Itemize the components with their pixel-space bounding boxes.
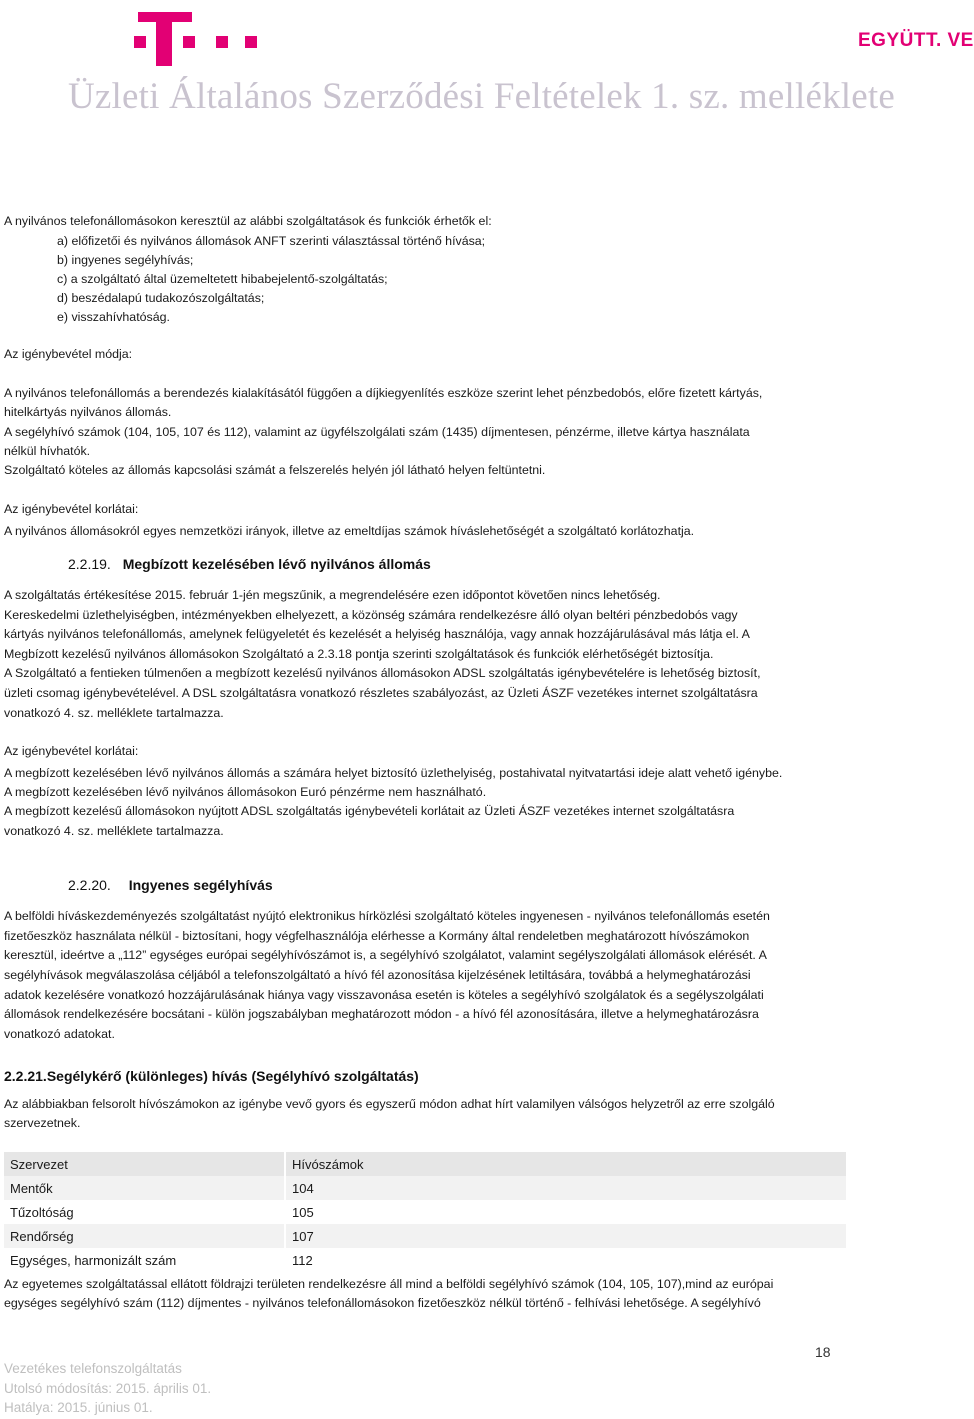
list-item: e) visszahívhatóság. [57, 310, 170, 324]
table-cell: 112 [292, 1252, 313, 1268]
paragraph-line: A belföldi híváskezdeményezés szolgáltatást nyújtó elektronikus hírközlési szolgáltató köteles ingyenesen - nyilvános telefonállomás esetén [4, 909, 770, 923]
logo-dot-3 [216, 36, 228, 48]
paragraph-line: Az egyetemes szolgáltatással ellátott földrajzi területen rendelkezésre áll mind a belföldi segélyhívó számok (104, 105, 107),mind az európai [4, 1277, 774, 1291]
paragraph-line: nélkül hívhatók. [4, 444, 91, 458]
paragraph-line: állomások rendelkezésére bocsátani - külön jogszabályban meghatározott módon - a hívó fél azonosítására, illetve a helymeghatározásra [4, 1007, 759, 1021]
paragraph-line: Az alábbiakban felsorolt hívószámokon az igénybe vevő gyors és egyszerű módon adhat hírt valamilyen válsógos helyzetről az erre szolgáló [4, 1097, 775, 1111]
paragraph-line: szervezetnek. [4, 1116, 81, 1130]
paragraph-line: A nyilvános állomásokról egyes nemzetközi irányok, illetve az emeltdíjas számok híváslehetőségét a szolgáltató korlátozhatja. [4, 524, 695, 538]
page-number: 18 [815, 1344, 831, 1360]
paragraph-line: keresztül, ideértve a „112” egységes európai segélyhívószámot is, a segélyhívó szolgálatot, valamint segélyszolgálati állomások elérését. A [4, 948, 767, 962]
logo-dot-2 [183, 36, 195, 48]
column-header-organization: Szervezet [4, 1152, 285, 1176]
paragraph-line: vonatkozó 4. sz. melléklete tartalmazza. [4, 824, 224, 838]
intro-text: A nyilvános telefonállomásokon keresztül az alábbi szolgáltatások és funkciók érhetők el: [4, 214, 492, 228]
list-item: a) előfizetői és nyilvános állomások ANFT szerinti választással történő hívása; [57, 234, 486, 248]
column-header-numbers: Hívószámok [285, 1152, 846, 1176]
emergency-numbers-table [4, 1152, 846, 1272]
paragraph-line: fizetőeszköz használata nélkül - biztosítani, hogy végfelhasználója elérhesse a Kormány által rendeletben meghatározott hívószámokon [4, 929, 750, 943]
paragraph-line: vonatkozó 4. sz. melléklete tartalmazza. [4, 706, 224, 720]
section-number: 2.2.20. [68, 877, 111, 893]
paragraph-line: Kereskedelmi üzlethelyiségben, intézményekben elhelyezett, a közönség számára rendelkezésre álló olyan beltéri pénzbedobós vagy [4, 608, 738, 622]
section-title: 2.2.21.Segélykérő (különleges) hívás (Segélyhívó szolgáltatás) [4, 1068, 419, 1084]
paragraph-line: Megbízott kezelésű nyilvános állomásokon Szolgáltató a 2.3.18 pontja szerinti szolgáltatások és funkciók elérhetőségét biztosítja. [4, 647, 714, 661]
table-cell: 104 [285, 1176, 846, 1200]
section-heading-2-2-21 [4, 1068, 419, 1084]
table-row [4, 1200, 846, 1224]
paragraph-line: segélyhívások megválaszolása céljából a telefonszolgáltató a hívó fél azonosítása kijelzésének letiltására, továbbá a helymeghatározási [4, 968, 751, 982]
table-row [4, 1224, 846, 1248]
paragraph-line: A megbízott kezelésében lévő nyilvános állomás a számára helyet biztosító üzlethelyiség, postahivatal nyitvatartási ideje alatt vehető igénybe. [4, 766, 783, 780]
slogan: EGYÜTT. VE [858, 30, 974, 51]
section-number: 2.2.19. [68, 556, 111, 572]
paragraph-line: A megbízott kezelésű állomásokon nyújtott ADSL szolgáltatás igénybevételi korlátait az Üzleti ÁSZF vezetékes internet szolgáltatásra [4, 804, 735, 818]
limits-label: Az igénybevétel korlátai: [4, 744, 139, 758]
page-title: Üzleti Általános Szerződési Feltételek 1. sz. melléklete [68, 76, 895, 117]
footer-last-modified: Utolsó módosítás: 2015. április 01. [4, 1381, 212, 1396]
paragraph-line: vonatkozó adatokat. [4, 1027, 115, 1041]
table-cell: Tűzoltóság [4, 1200, 285, 1224]
mode-label: Az igénybevétel módja: [4, 347, 133, 361]
limits-label: Az igénybevétel korlátai: [4, 502, 139, 516]
list-item: b) ingyenes segélyhívás; [57, 253, 194, 267]
logo-t-stem [156, 12, 172, 66]
table-cell: 107 [285, 1224, 846, 1248]
paragraph-line: A nyilvános telefonállomás a berendezés kialakításától függően a díjkiegyenlítés eszköze szerint lehet pénzbedobós, előre fizetett kártyás, [4, 386, 763, 400]
table-cell: Mentők [4, 1176, 285, 1200]
paragraph-line: A megbízott kezelésében lévő nyilvános állomásokon Euró pénzérme nem használható. [4, 785, 487, 799]
footer-service-name: Vezetékes telefonszolgáltatás [4, 1361, 182, 1376]
telekom-logo [132, 8, 262, 68]
paragraph-line: egységes segélyhívó szám (112) díjmentes - nyilvános telefonállomásokon fizetőeszköz nélkül történő - felhívási lehetősége. A segélyhívó [4, 1296, 761, 1310]
section-title: Megbízott kezelésében lévő nyilvános állomás [122, 556, 431, 572]
table-row [4, 1248, 846, 1272]
table-cell: Egységes, harmonizált szám [4, 1248, 285, 1272]
list-item: d) beszédalapú tudakozószolgáltatás; [57, 291, 265, 305]
paragraph-line: A szolgáltatás értékesítése 2015. február 1-jén megszűnik, a megrendelésére ezen időpontot követően nincs lehetőség. [4, 588, 661, 602]
paragraph-line: kártyás nyilvános telefonállomás, amelynek felügyeletét és kezelését a helyiség használója, vagy annak hozzájárulásával más látja el. A [4, 627, 750, 641]
section-title: Ingyenes segélyhívás [128, 877, 273, 893]
logo-dot-1 [134, 36, 146, 48]
section-heading-2-2-19 [68, 556, 431, 572]
footer-effective-date: Hatálya: 2015. június 01. [4, 1400, 153, 1415]
table-cell: Rendőrség [4, 1224, 285, 1248]
paragraph-line: A Szolgáltató a fentieken túlmenően a megbízott kezelésű nyilvános állomásokon ADSL szolgáltatás igénybevételére is lehetőség biztosít, [4, 666, 761, 680]
section-heading-2-2-20 [68, 877, 273, 893]
table-header-row [4, 1152, 846, 1176]
list-item: c) a szolgáltató által üzemeltetett hibabejelentő-szolgáltatás; [57, 272, 388, 286]
logo-dot-4 [245, 36, 257, 48]
paragraph-line: A segélyhívó számok (104, 105, 107 és 112), valamint az ügyfélszolgálati szám (1435) díjmentesen, pénzérme, illetve kártya használata [4, 425, 750, 439]
paragraph-line: hitelkártyás nyilvános állomás. [4, 405, 172, 419]
paragraph-line: üzleti csomag igénybevételével. A DSL szolgáltatásra vonatkozó részletes szabályozást, az Üzleti ÁSZF vezetékes internet szolgáltatásra [4, 686, 758, 700]
paragraph-line: Szolgáltató köteles az állomás kapcsolási számát a felszerelés helyén jól látható helyen feltüntetni. [4, 463, 546, 477]
table-row [4, 1176, 846, 1200]
table-cell: 105 [292, 1204, 314, 1220]
paragraph-line: adatok kezelésére vonatkozó hozzájárulásának hiánya vagy visszavonása esetén is köteles a segélyhívó szolgálatok és a segélyszolgálati [4, 988, 764, 1002]
